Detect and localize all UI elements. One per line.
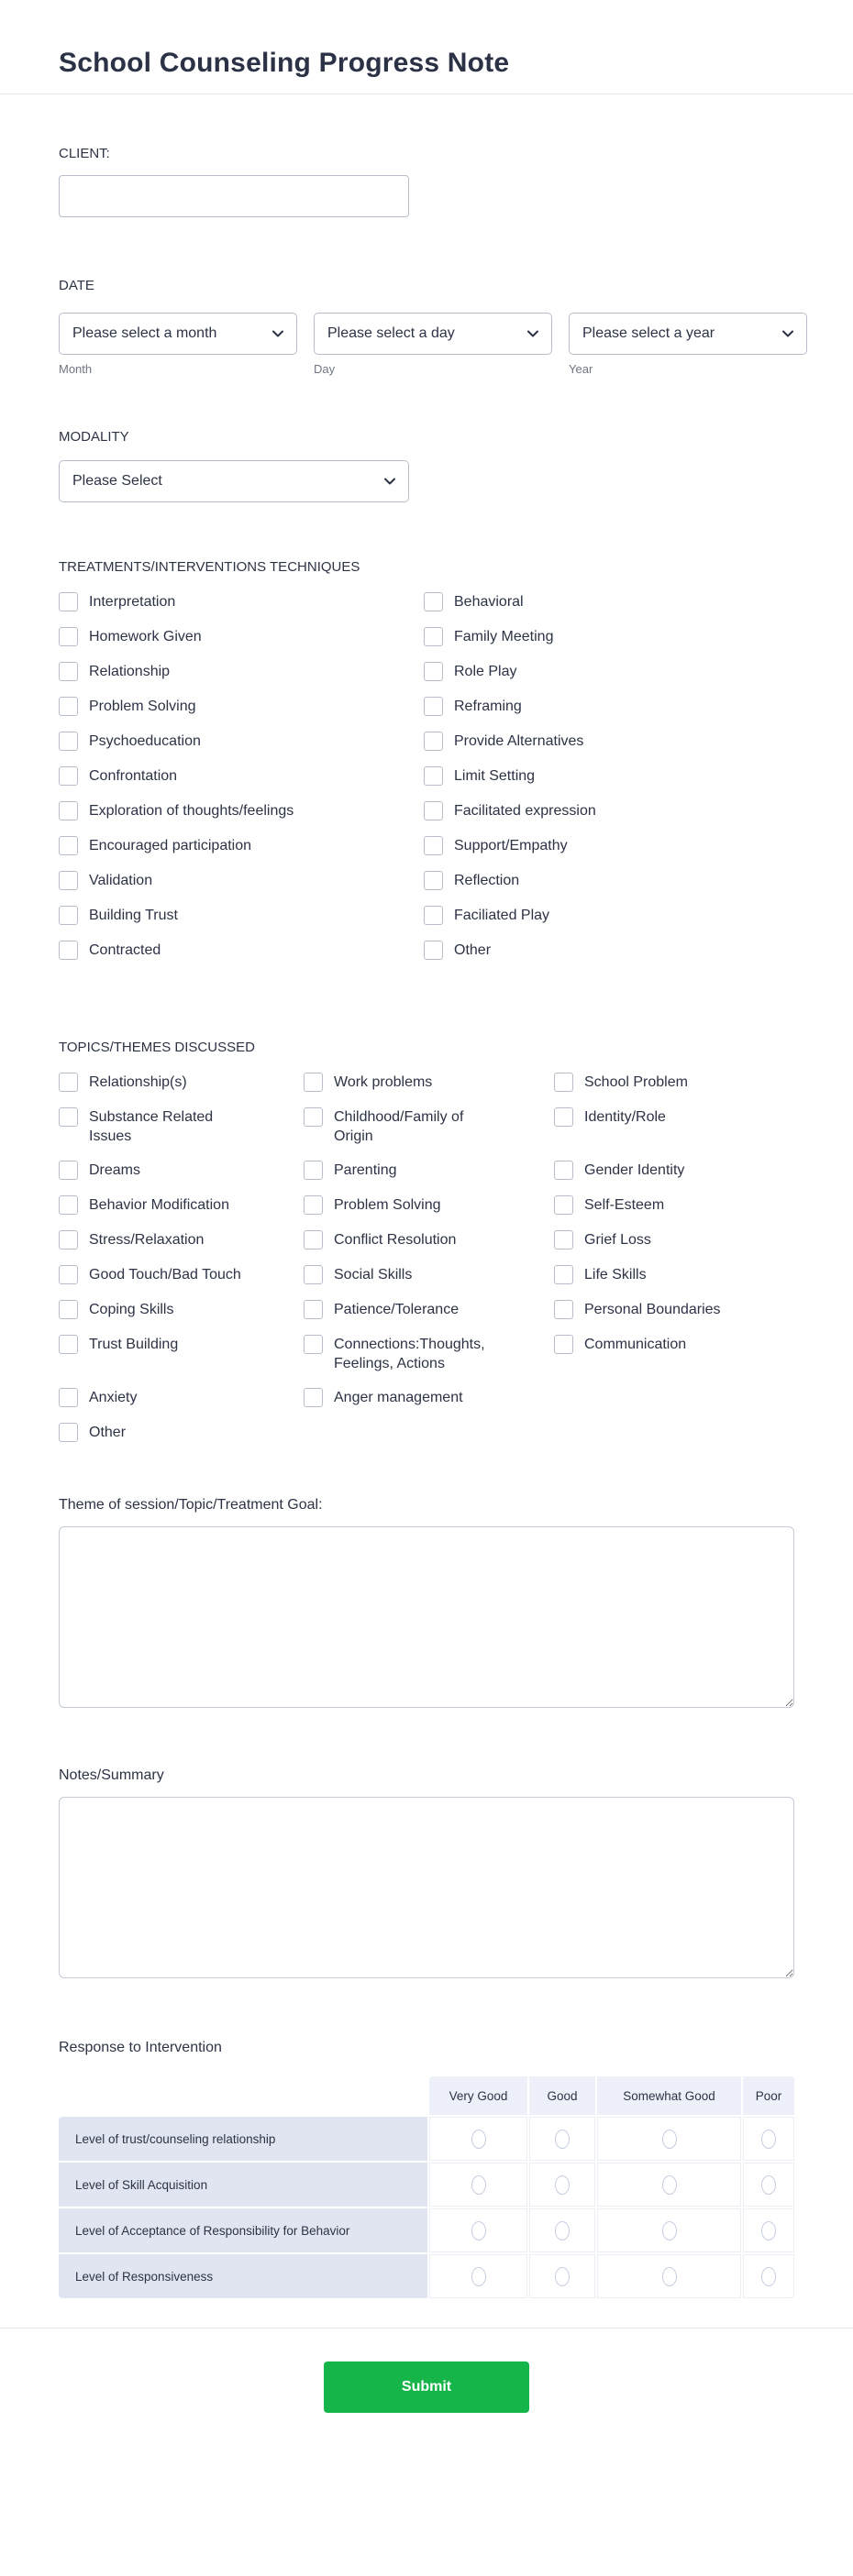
topics-label: TOPICS/THEMES DISCUSSED — [59, 1040, 255, 1055]
treatment-option[interactable] — [59, 627, 424, 647]
rti-cell — [743, 2208, 794, 2252]
rti-row-label: Level of trust/counseling relationship — [59, 2117, 427, 2161]
day-sublabel: Day — [314, 362, 336, 376]
rti-cell — [429, 2208, 527, 2252]
checkbox[interactable] — [59, 906, 78, 925]
topic-option-label: Social Skills — [334, 1267, 413, 1282]
checkbox[interactable] — [59, 697, 78, 716]
treatment-option[interactable] — [59, 592, 424, 612]
topic-option[interactable] — [59, 1107, 304, 1146]
checkbox[interactable] — [424, 941, 443, 960]
treatment-option-label: Role Play — [454, 664, 517, 679]
topic-option-label: Anxiety — [89, 1390, 138, 1405]
topic-option-label: Patience/Tolerance — [334, 1302, 460, 1317]
checkbox[interactable] — [554, 1300, 573, 1319]
topic-option[interactable] — [554, 1107, 794, 1146]
form-body — [0, 146, 853, 2298]
checkbox[interactable] — [554, 1335, 573, 1354]
treatment-option-label: Relationship — [89, 664, 171, 679]
checkbox[interactable] — [554, 1265, 573, 1284]
topic-option-label: Substance Related Issues — [89, 1109, 214, 1144]
chevron-down-icon — [272, 330, 283, 337]
checkbox[interactable] — [59, 871, 78, 890]
treatment-option-label: Faciliated Play — [454, 908, 550, 923]
rti-cell — [597, 2117, 741, 2161]
theme-goal-textarea[interactable] — [59, 1526, 794, 1708]
rti-radio[interactable] — [761, 2175, 776, 2195]
checkbox[interactable] — [304, 1388, 323, 1407]
treatment-option-label: Problem Solving — [89, 699, 196, 714]
checkbox[interactable] — [554, 1073, 573, 1092]
topic-option[interactable] — [304, 1230, 554, 1250]
theme-goal-label: Theme of session/Topic/Treatment Goal: — [59, 1497, 323, 1513]
topic-option-label: Dreams — [89, 1162, 141, 1178]
year-sublabel: Year — [569, 362, 593, 376]
rti-label: Response to Intervention — [59, 2040, 222, 2055]
topic-option-label: Personal Boundaries — [584, 1302, 721, 1317]
treatment-option-label: Building Trust — [89, 908, 178, 923]
checkbox[interactable] — [59, 627, 78, 646]
topic-option[interactable] — [304, 1388, 554, 1408]
topic-option[interactable] — [554, 1300, 794, 1320]
checkbox[interactable] — [59, 1335, 78, 1354]
day-select-value: Please select a day — [327, 325, 455, 341]
topic-option[interactable] — [304, 1073, 554, 1093]
topic-option-label: Grief Loss — [584, 1232, 651, 1248]
checkbox[interactable] — [59, 1195, 78, 1215]
date-row — [59, 313, 794, 376]
treatment-option-label: Encouraged participation — [89, 838, 252, 853]
rti-column-header: Somewhat Good — [597, 2076, 741, 2115]
treatment-option[interactable] — [424, 801, 794, 821]
topic-option-label: Good Touch/Bad Touch — [89, 1267, 241, 1282]
topic-option[interactable] — [554, 1195, 794, 1216]
treatment-option-label: Family Meeting — [454, 629, 554, 644]
topic-option[interactable] — [59, 1073, 304, 1093]
modality-label: MODALITY — [59, 429, 129, 445]
rti-table — [59, 2076, 794, 2298]
topic-option-label: Coping Skills — [89, 1302, 174, 1317]
year-select-value: Please select a year — [582, 325, 715, 341]
rti-radio[interactable] — [555, 2221, 570, 2240]
treatment-option[interactable] — [424, 836, 794, 856]
topic-option-label: Self-Esteem — [584, 1197, 665, 1213]
rti-cell — [743, 2117, 794, 2161]
treatment-option[interactable] — [59, 662, 424, 682]
checkbox[interactable] — [304, 1265, 323, 1284]
rti-radio[interactable] — [471, 2175, 486, 2195]
treatment-option[interactable] — [424, 732, 794, 752]
treatment-option-label: Validation — [89, 873, 153, 888]
topic-option[interactable] — [59, 1335, 304, 1373]
rti-row-label: Level of Acceptance of Responsibility for Behavior — [59, 2208, 427, 2252]
treatment-option-label: Contracted — [89, 942, 161, 958]
treatment-option-label: Limit Setting — [454, 768, 536, 784]
topic-option-label: Communication — [584, 1337, 687, 1352]
notes-summary-textarea[interactable] — [59, 1797, 794, 1978]
treatment-option-label: Provide Alternatives — [454, 733, 584, 749]
treatment-option[interactable] — [59, 766, 424, 787]
rti-radio[interactable] — [662, 2221, 677, 2240]
rti-row-label: Level of Responsiveness — [59, 2254, 427, 2298]
notes-summary-label: Notes/Summary — [59, 1767, 164, 1783]
checkbox[interactable] — [424, 871, 443, 890]
topic-option[interactable] — [554, 1161, 794, 1181]
rti-radio[interactable] — [761, 2267, 776, 2286]
day-field — [314, 313, 552, 376]
modality-select[interactable] — [59, 460, 409, 502]
treatment-option[interactable] — [59, 906, 424, 926]
topic-option[interactable] — [59, 1265, 304, 1285]
checkbox[interactable] — [304, 1161, 323, 1180]
checkbox[interactable] — [424, 766, 443, 786]
treatment-option-label: Behavioral — [454, 594, 524, 610]
rti-cell — [529, 2208, 595, 2252]
checkbox[interactable] — [424, 627, 443, 646]
page-title: School Counseling Progress Note — [59, 48, 510, 78]
checkbox[interactable] — [59, 766, 78, 786]
checkbox[interactable] — [59, 836, 78, 855]
checkbox[interactable] — [304, 1300, 323, 1319]
checkbox[interactable] — [554, 1107, 573, 1127]
treatment-option-label: Other — [454, 942, 492, 958]
checkbox[interactable] — [59, 1230, 78, 1249]
topic-option-label: Conflict Resolution — [334, 1232, 457, 1248]
rti-radio[interactable] — [555, 2267, 570, 2286]
month-select[interactable] — [59, 313, 297, 355]
topic-option-label: Other — [89, 1425, 127, 1440]
rti-cell — [529, 2254, 595, 2298]
checkbox[interactable] — [424, 836, 443, 855]
topic-option[interactable] — [554, 1265, 794, 1285]
rti-radio[interactable] — [471, 2267, 486, 2286]
checkbox[interactable] — [424, 801, 443, 820]
topic-option[interactable] — [304, 1107, 554, 1146]
treatment-option[interactable] — [424, 871, 794, 891]
treatment-option[interactable] — [59, 732, 424, 752]
treatment-option-label: Confrontation — [89, 768, 178, 784]
month-field — [59, 313, 297, 376]
topic-option[interactable] — [304, 1300, 554, 1320]
topic-option-label: Stress/Relaxation — [89, 1232, 205, 1248]
topic-option[interactable] — [59, 1195, 304, 1216]
checkbox[interactable] — [554, 1230, 573, 1249]
topic-option[interactable] — [304, 1195, 554, 1216]
rti-radio[interactable] — [761, 2130, 776, 2149]
treatment-option[interactable] — [59, 836, 424, 856]
topic-option-label: Relationship(s) — [89, 1074, 187, 1090]
treatment-option[interactable] — [59, 697, 424, 717]
topic-option-label: Gender Identity — [584, 1162, 685, 1178]
rti-radio[interactable] — [761, 2221, 776, 2240]
chevron-down-icon — [782, 330, 793, 337]
rti-cell — [429, 2254, 527, 2298]
topic-option[interactable] — [59, 1230, 304, 1250]
treatment-option[interactable] — [424, 766, 794, 787]
treatment-option-label: Exploration of thoughts/feelings — [89, 803, 294, 819]
topic-option-label: Trust Building — [89, 1337, 179, 1352]
checkbox[interactable] — [424, 906, 443, 925]
checkbox[interactable] — [424, 662, 443, 681]
year-select[interactable] — [569, 313, 807, 355]
submit-button[interactable]: Submit — [324, 2361, 529, 2413]
checkbox[interactable] — [304, 1073, 323, 1092]
rti-radio[interactable] — [555, 2130, 570, 2149]
chevron-down-icon — [384, 478, 395, 485]
checkbox[interactable] — [59, 941, 78, 960]
topic-option[interactable] — [59, 1300, 304, 1320]
rti-radio[interactable] — [662, 2267, 677, 2286]
rti-cell — [529, 2117, 595, 2161]
checkbox[interactable] — [59, 732, 78, 751]
treatment-option[interactable] — [59, 941, 424, 961]
chevron-down-icon — [527, 330, 538, 337]
rti-radio[interactable] — [471, 2221, 486, 2240]
checkbox[interactable] — [59, 1388, 78, 1407]
topic-option[interactable] — [554, 1073, 794, 1093]
checkbox[interactable] — [304, 1107, 323, 1127]
modality-row — [59, 460, 794, 502]
checkbox[interactable] — [59, 662, 78, 681]
client-input[interactable] — [59, 175, 409, 217]
topic-option[interactable] — [304, 1335, 554, 1373]
treatments-checkbox-grid — [59, 592, 794, 961]
month-sublabel: Month — [59, 362, 93, 376]
topic-option[interactable] — [59, 1161, 304, 1181]
checkbox[interactable] — [59, 1107, 78, 1127]
rti-radio[interactable] — [471, 2130, 486, 2149]
checkbox[interactable] — [59, 1161, 78, 1180]
rti-row-label: Level of Skill Acquisition — [59, 2163, 427, 2207]
rti-cell — [529, 2163, 595, 2207]
rti-corner-cell — [59, 2076, 427, 2115]
topic-option[interactable] — [304, 1265, 554, 1285]
treatment-option[interactable] — [424, 906, 794, 926]
topic-option[interactable] — [304, 1161, 554, 1181]
rti-column-header: Poor — [743, 2076, 794, 2115]
treatment-option[interactable] — [424, 697, 794, 717]
topic-option[interactable] — [554, 1230, 794, 1250]
treatment-option-label: Reflection — [454, 873, 520, 888]
checkbox[interactable] — [59, 1300, 78, 1319]
rti-cell — [429, 2117, 527, 2161]
date-label: DATE — [59, 278, 94, 293]
modality-select-value: Please Select — [72, 473, 162, 489]
checkbox[interactable] — [554, 1161, 573, 1180]
topic-option-label: Life Skills — [584, 1267, 647, 1282]
checkbox[interactable] — [59, 1265, 78, 1284]
checkbox[interactable] — [424, 592, 443, 611]
rti-cell — [743, 2163, 794, 2207]
treatment-option-label: Psychoeducation — [89, 733, 201, 749]
topic-option[interactable] — [554, 1335, 794, 1373]
treatment-option[interactable] — [424, 941, 794, 961]
year-field — [569, 313, 807, 376]
checkbox[interactable] — [554, 1195, 573, 1215]
topic-option[interactable] — [59, 1388, 304, 1408]
topic-option-label: Work problems — [334, 1074, 433, 1090]
checkbox[interactable] — [59, 1423, 78, 1442]
topic-option-label: School Problem — [584, 1074, 688, 1090]
rti-radio[interactable] — [662, 2175, 677, 2195]
form-footer — [0, 2328, 853, 2460]
treatment-option[interactable] — [424, 592, 794, 612]
topic-option[interactable] — [59, 1423, 304, 1443]
month-select-value: Please select a month — [72, 325, 217, 341]
rti-column-header: Good — [529, 2076, 595, 2115]
topic-option-label: Behavior Modification — [89, 1197, 229, 1213]
treatment-option-label: Homework Given — [89, 629, 202, 644]
form-header — [0, 0, 853, 94]
topic-option-label: Childhood/Family of Origin — [334, 1109, 464, 1144]
topic-option-label: Anger management — [334, 1390, 463, 1405]
treatment-option[interactable] — [59, 801, 424, 821]
treatment-option[interactable] — [59, 871, 424, 891]
rti-cell — [597, 2208, 741, 2252]
rti-cell — [743, 2254, 794, 2298]
topic-option-label: Parenting — [334, 1162, 397, 1178]
checkbox[interactable] — [424, 697, 443, 716]
rti-radio[interactable] — [555, 2175, 570, 2195]
checkbox[interactable] — [59, 801, 78, 820]
checkbox[interactable] — [304, 1335, 323, 1354]
topic-option-label: Problem Solving — [334, 1197, 441, 1213]
topic-option-label: Connections:Thoughts, Feelings, Actions — [334, 1337, 485, 1371]
treatment-option-label: Facilitated expression — [454, 803, 596, 819]
rti-cell — [429, 2163, 527, 2207]
treatment-option[interactable] — [424, 662, 794, 682]
treatment-option-label: Reframing — [454, 699, 522, 714]
treatments-label: TREATMENTS/INTERVENTIONS TECHNIQUES — [59, 559, 360, 575]
rti-radio[interactable] — [662, 2130, 677, 2149]
rti-column-header: Very Good — [429, 2076, 527, 2115]
treatment-option[interactable] — [424, 627, 794, 647]
topics-checkbox-grid — [59, 1073, 794, 1443]
checkbox[interactable] — [59, 1073, 78, 1092]
rti-cell — [597, 2254, 741, 2298]
checkbox[interactable] — [424, 732, 443, 751]
treatment-option-label: Support/Empathy — [454, 838, 568, 853]
topic-option-label: Identity/Role — [584, 1109, 666, 1125]
day-select[interactable] — [314, 313, 552, 355]
checkbox[interactable] — [59, 592, 78, 611]
client-label: CLIENT: — [59, 146, 110, 161]
treatment-option-label: Interpretation — [89, 594, 176, 610]
checkbox[interactable] — [304, 1230, 323, 1249]
rti-cell — [597, 2163, 741, 2207]
checkbox[interactable] — [304, 1195, 323, 1215]
